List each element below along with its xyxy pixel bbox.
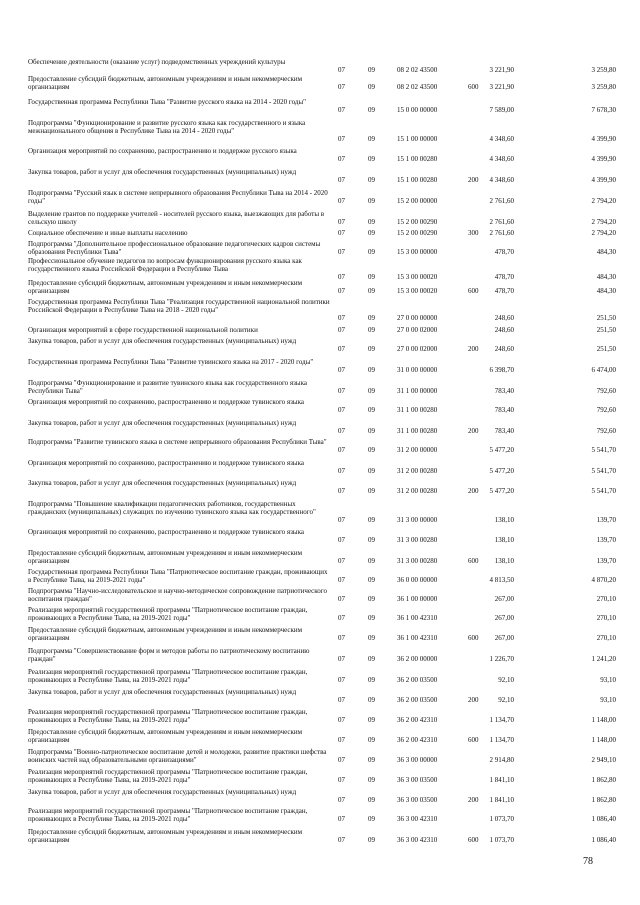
cell-pr: 09 — [368, 248, 375, 256]
cell-y2: 484,30 — [596, 248, 616, 256]
cell-name: Организация мероприятий по сохранению, распространению и поддержке тувинского языка — [28, 528, 304, 536]
cell-y1: 1 073,70 — [489, 836, 514, 844]
cell-y2: 6 474,00 — [591, 366, 616, 374]
cell-y2: 792,60 — [596, 427, 616, 435]
cell-vr: 600 — [468, 736, 479, 744]
cell-pr: 09 — [368, 106, 375, 114]
cell-rz: 07 — [338, 576, 345, 584]
cell-csr: 08 2 02 43500 — [397, 66, 438, 74]
cell-pr: 09 — [368, 487, 375, 495]
cell-name: Закупка товаров, работ и услуг для обеспечения государственных (муниципальных) нужд — [28, 337, 297, 345]
cell-y2: 1 862,80 — [591, 776, 616, 784]
cell-y2: 251,50 — [596, 345, 616, 353]
cell-y1: 6 398,70 — [489, 366, 514, 374]
cell-name: Организация мероприятий в сфере государственной национальной политики — [28, 326, 258, 334]
cell-csr: 36 1 00 42310 — [397, 614, 438, 622]
cell-rz: 07 — [338, 696, 345, 704]
cell-y2: 792,60 — [596, 406, 616, 414]
cell-rz: 07 — [338, 155, 345, 163]
cell-rz: 07 — [338, 135, 345, 143]
cell-y1: 2 761,60 — [489, 218, 514, 226]
cell-name: Предоставление субсидий бюджетным, автономным учреждениям и иным некоммерческим организациям — [28, 75, 303, 91]
cell-rz: 07 — [338, 736, 345, 744]
cell-y1: 7 589,00 — [489, 106, 514, 114]
cell-pr: 09 — [368, 273, 375, 281]
cell-rz: 07 — [338, 248, 345, 256]
cell-csr: 27 0 00 02000 — [397, 345, 438, 353]
cell-pr: 09 — [368, 229, 375, 237]
cell-name: Подпрограмма "Военно-патриотическое воспитание детей и молодежи, развитие практики шефства воинских частей над образовательными организациями" — [28, 748, 327, 764]
cell-pr: 09 — [368, 756, 375, 764]
cell-name: Выделение грантов по поддержке учителей - носителей русского языка, выезжающих для работы в сельскую школу — [28, 210, 325, 226]
cell-csr: 36 0 00 00000 — [397, 576, 438, 584]
cell-pr: 09 — [368, 135, 375, 143]
cell-y1: 92,10 — [498, 676, 514, 684]
cell-y1: 2 761,60 — [489, 197, 514, 205]
cell-y2: 2 949,10 — [591, 756, 616, 764]
cell-y2: 5 541,70 — [591, 467, 616, 475]
cell-rz: 07 — [338, 536, 345, 544]
cell-rz: 07 — [338, 106, 345, 114]
cell-y2: 1 086,40 — [591, 836, 616, 844]
cell-vr: 600 — [468, 287, 479, 295]
cell-csr: 15 1 00 00000 — [397, 135, 438, 143]
cell-csr: 36 2 00 03500 — [397, 676, 438, 684]
cell-rz: 07 — [338, 218, 345, 226]
cell-y1: 5 477,20 — [489, 446, 514, 454]
cell-csr: 31 1 00 00280 — [397, 406, 438, 414]
cell-pr: 09 — [368, 467, 375, 475]
cell-csr: 36 2 00 00000 — [397, 655, 438, 663]
cell-name: Подпрограмма "Функционирование и развитие тувинского языка как государственного языка Республики Тыва" — [28, 379, 308, 395]
cell-name: Государственная программа Республики Тыва "Развитие русского языка на 2014 - 2020 годы" — [28, 98, 307, 106]
cell-rz: 07 — [338, 614, 345, 622]
cell-y2: 4 399,90 — [591, 176, 616, 184]
cell-csr: 31 3 00 00280 — [397, 536, 438, 544]
cell-csr: 15 3 00 00000 — [397, 248, 438, 256]
cell-csr: 36 3 00 42310 — [397, 815, 438, 823]
cell-pr: 09 — [368, 155, 375, 163]
cell-y2: 93,10 — [600, 696, 616, 704]
cell-y1: 4 348,60 — [489, 176, 514, 184]
cell-csr: 36 3 00 03500 — [397, 796, 438, 804]
cell-y1: 1 226,70 — [489, 655, 514, 663]
cell-csr: 27 0 00 00000 — [397, 314, 438, 322]
cell-vr: 600 — [468, 83, 479, 91]
cell-rz: 07 — [338, 756, 345, 764]
cell-y1: 267,00 — [494, 595, 514, 603]
cell-csr: 36 2 00 03500 — [397, 696, 438, 704]
cell-rz: 07 — [338, 387, 345, 395]
cell-name: Подпрограмма "Научно-исследовательское и научно-методическое сопровождение патриотического воспитания граждан" — [28, 587, 327, 603]
cell-y2: 4 870,20 — [591, 576, 616, 584]
cell-y2: 792,60 — [596, 387, 616, 395]
cell-y2: 1 862,80 — [591, 796, 616, 804]
cell-y1: 138,10 — [494, 536, 514, 544]
cell-rz: 07 — [338, 427, 345, 435]
cell-name: Государственная программа Республики Тыва "Развитие тувинского языка на 2017 - 2020 годы" — [28, 358, 314, 366]
cell-name: Профессиональное обучение педагогов по вопросам функционирования русского языка как государственного языка Российской Федерации в Республике Тыва — [28, 257, 302, 273]
cell-vr: 600 — [468, 634, 479, 642]
cell-pr: 09 — [368, 387, 375, 395]
cell-name: Реализация мероприятий государственной программы "Патриотическое воспитание граждан, проживающих в Республике Тыва, на 2019-2021 годы" — [28, 807, 308, 823]
cell-rz: 07 — [338, 516, 345, 524]
cell-name: Социальное обеспечение и иные выплаты населению — [28, 229, 188, 237]
cell-name: Закупка товаров, работ и услуг для обеспечения государственных (муниципальных) нужд — [28, 168, 297, 176]
cell-pr: 09 — [368, 557, 375, 565]
cell-y1: 3 221,90 — [489, 83, 514, 91]
cell-name: Организация мероприятий по сохранению, распространению и поддержке русского языка — [28, 147, 297, 155]
cell-pr: 09 — [368, 66, 375, 74]
cell-y1: 2 761,60 — [489, 229, 514, 237]
cell-name: Реализация мероприятий государственной программы "Патриотическое воспитание граждан, проживающих в Республике Тыва, на 2019-2021 годы" — [28, 668, 308, 684]
cell-csr: 31 1 00 00000 — [397, 387, 438, 395]
cell-pr: 09 — [368, 406, 375, 414]
cell-vr: 200 — [468, 345, 479, 353]
cell-y2: 484,30 — [596, 287, 616, 295]
cell-csr: 31 2 00 00280 — [397, 467, 438, 475]
cell-y2: 5 541,70 — [591, 487, 616, 495]
cell-y1: 478,70 — [494, 287, 514, 295]
cell-name: Подпрограмма "Совершенствование форм и методов работы по патриотическому воспитанию граждан" — [28, 647, 310, 663]
cell-name: Организация мероприятий по сохранению, распространению и поддержке тувинского языка — [28, 398, 304, 406]
cell-rz: 07 — [338, 366, 345, 374]
cell-csr: 15 1 00 00280 — [397, 176, 438, 184]
cell-y2: 3 259,80 — [591, 66, 616, 74]
cell-rz: 07 — [338, 815, 345, 823]
cell-csr: 31 0 00 00000 — [397, 366, 438, 374]
cell-name: Реализация мероприятий государственной программы "Патриотическое воспитание граждан, проживающих в Республике Тыва, на 2019-2021 годы" — [28, 606, 308, 622]
cell-y2: 270,10 — [596, 634, 616, 642]
cell-pr: 09 — [368, 736, 375, 744]
cell-rz: 07 — [338, 229, 345, 237]
cell-vr: 200 — [468, 427, 479, 435]
cell-csr: 15 3 00 00020 — [397, 273, 438, 281]
cell-y2: 2 794,20 — [591, 218, 616, 226]
cell-name: Предоставление субсидий бюджетным, автономным учреждениям и иным некоммерческим организациям — [28, 279, 303, 295]
cell-pr: 09 — [368, 815, 375, 823]
cell-name: Предоставление субсидий бюджетным, автономным учреждениям и иным некоммерческим организациям — [28, 828, 303, 844]
page-number: 78 — [583, 856, 593, 867]
cell-y1: 138,10 — [494, 516, 514, 524]
cell-name: Закупка товаров, работ и услуг для обеспечения государственных (муниципальных) нужд — [28, 479, 297, 487]
cell-csr: 36 3 00 00000 — [397, 756, 438, 764]
cell-rz: 07 — [338, 557, 345, 565]
cell-y2: 1 086,40 — [591, 815, 616, 823]
cell-y1: 2 914,80 — [489, 756, 514, 764]
cell-csr: 31 3 00 00000 — [397, 516, 438, 524]
cell-csr: 27 0 00 02000 — [397, 326, 438, 334]
cell-pr: 09 — [368, 218, 375, 226]
cell-y1: 1 134,70 — [489, 736, 514, 744]
cell-rz: 07 — [338, 83, 345, 91]
cell-pr: 09 — [368, 776, 375, 784]
cell-name: Подпрограмма "Развитие тувинского языка в системе непрерывного образования Республики Тыва" — [28, 438, 327, 446]
cell-vr: 300 — [468, 229, 479, 237]
cell-y2: 3 259,80 — [591, 83, 616, 91]
cell-rz: 07 — [338, 406, 345, 414]
cell-y2: 270,10 — [596, 595, 616, 603]
cell-rz: 07 — [338, 836, 345, 844]
cell-y2: 251,50 — [596, 326, 616, 334]
cell-y1: 783,40 — [494, 427, 514, 435]
cell-rz: 07 — [338, 655, 345, 663]
cell-y1: 92,10 — [498, 696, 514, 704]
cell-csr: 31 3 00 00280 — [397, 557, 438, 565]
cell-csr: 31 2 00 00000 — [397, 446, 438, 454]
cell-y1: 1 134,70 — [489, 716, 514, 724]
cell-name: Подпрограмма "Дополнительное профессиональное образование педагогических кадров системы образования Республики Тыва" — [28, 240, 321, 256]
cell-pr: 09 — [368, 634, 375, 642]
cell-csr: 08 2 02 43500 — [397, 83, 438, 91]
cell-csr: 36 1 00 00000 — [397, 595, 438, 603]
cell-pr: 09 — [368, 614, 375, 622]
cell-name: Подпрограмма "Повышение квалификации педагогических работников, государственных гражданских (муниципальных) служащих по изучению тувинского языка как государственного" — [28, 500, 316, 516]
cell-pr: 09 — [368, 366, 375, 374]
cell-rz: 07 — [338, 197, 345, 205]
cell-rz: 07 — [338, 345, 345, 353]
cell-rz: 07 — [338, 595, 345, 603]
cell-rz: 07 — [338, 314, 345, 322]
cell-pr: 09 — [368, 326, 375, 334]
cell-csr: 36 2 00 42310 — [397, 736, 438, 744]
cell-y2: 139,70 — [596, 536, 616, 544]
cell-y2: 2 794,20 — [591, 229, 616, 237]
cell-pr: 09 — [368, 446, 375, 454]
cell-pr: 09 — [368, 287, 375, 295]
cell-rz: 07 — [338, 776, 345, 784]
cell-name: Обеспечение деятельности (оказание услуг) подведомственных учреждений культуры — [28, 58, 286, 66]
cell-y2: 484,30 — [596, 273, 616, 281]
cell-rz: 07 — [338, 66, 345, 74]
cell-pr: 09 — [368, 576, 375, 584]
cell-y1: 783,40 — [494, 406, 514, 414]
cell-vr: 600 — [468, 836, 479, 844]
cell-name: Реализация мероприятий государственной программы "Патриотическое воспитание граждан, проживающих в Республике Тыва, на 2019-2021 годы" — [28, 768, 308, 784]
cell-name: Закупка товаров, работ и услуг для обеспечения государственных (муниципальных) нужд — [28, 788, 297, 796]
cell-rz: 07 — [338, 487, 345, 495]
cell-y2: 1 148,00 — [591, 716, 616, 724]
cell-csr: 36 3 00 03500 — [397, 776, 438, 784]
cell-vr: 200 — [468, 176, 479, 184]
cell-y1: 478,70 — [494, 248, 514, 256]
cell-y2: 1 148,00 — [591, 736, 616, 744]
cell-pr: 09 — [368, 716, 375, 724]
cell-csr: 15 3 00 00020 — [397, 287, 438, 295]
cell-pr: 09 — [368, 516, 375, 524]
cell-pr: 09 — [368, 696, 375, 704]
cell-name: Реализация мероприятий государственной программы "Патриотическое воспитание граждан, проживающих в Республике Тыва, на 2019-2021 годы" — [28, 708, 308, 724]
cell-y1: 138,10 — [494, 557, 514, 565]
cell-csr: 15 1 00 00280 — [397, 155, 438, 163]
cell-rz: 07 — [338, 676, 345, 684]
cell-name: Закупка товаров, работ и услуг для обеспечения государственных (муниципальных) нужд — [28, 688, 297, 696]
cell-y2: 4 399,90 — [591, 155, 616, 163]
cell-vr: 600 — [468, 557, 479, 565]
cell-y1: 5 477,20 — [489, 487, 514, 495]
cell-rz: 07 — [338, 634, 345, 642]
cell-pr: 09 — [368, 655, 375, 663]
cell-name: Государственная программа Республики Тыва "Реализация государственной национальной политики Российской Федерации в Республике Тыва на 2018 - 2020 годы" — [28, 298, 330, 314]
cell-csr: 36 3 00 42310 — [397, 836, 438, 844]
cell-pr: 09 — [368, 197, 375, 205]
cell-y1: 4 348,60 — [489, 135, 514, 143]
cell-pr: 09 — [368, 83, 375, 91]
cell-y1: 4 348,60 — [489, 155, 514, 163]
cell-pr: 09 — [368, 176, 375, 184]
cell-vr: 200 — [468, 796, 479, 804]
cell-pr: 09 — [368, 676, 375, 684]
cell-y2: 251,50 — [596, 314, 616, 322]
cell-pr: 09 — [368, 595, 375, 603]
cell-rz: 07 — [338, 446, 345, 454]
cell-name: Подпрограмма "Русский язык в системе непрерывного образования Республики Тыва на 2014 - 2020 годы" — [28, 189, 328, 205]
cell-rz: 07 — [338, 273, 345, 281]
cell-csr: 36 1 00 42310 — [397, 634, 438, 642]
cell-y2: 93,10 — [600, 676, 616, 684]
cell-name: Закупка товаров, работ и услуг для обеспечения государственных (муниципальных) нужд — [28, 419, 297, 427]
cell-y1: 248,60 — [494, 314, 514, 322]
cell-y2: 1 241,20 — [591, 655, 616, 663]
cell-y2: 5 541,70 — [591, 446, 616, 454]
cell-name: Предоставление субсидий бюджетным, автономным учреждениям и иным некоммерческим организациям — [28, 728, 303, 744]
cell-y1: 478,70 — [494, 273, 514, 281]
cell-rz: 07 — [338, 467, 345, 475]
cell-pr: 09 — [368, 345, 375, 353]
cell-y1: 1 073,70 — [489, 815, 514, 823]
cell-vr: 200 — [468, 487, 479, 495]
cell-pr: 09 — [368, 796, 375, 804]
cell-rz: 07 — [338, 287, 345, 295]
cell-name: Организация мероприятий по сохранению, распространению и поддержке тувинского языка — [28, 459, 304, 467]
cell-y2: 2 794,20 — [591, 197, 616, 205]
cell-name: Подпрограмма "Функционирование и развитие русского языка как государственного и языка межнационального общения в Республике Тыва на 2014 - 2020 годы" — [28, 119, 306, 135]
cell-csr: 15 2 00 00000 — [397, 197, 438, 205]
cell-name: Предоставление субсидий бюджетным, автономным учреждениям и иным некоммерческим организациям — [28, 549, 303, 565]
cell-csr: 15 2 00 00290 — [397, 229, 438, 237]
cell-csr: 15 2 00 00290 — [397, 218, 438, 226]
cell-csr: 31 2 00 00280 — [397, 487, 438, 495]
cell-pr: 09 — [368, 314, 375, 322]
cell-rz: 07 — [338, 176, 345, 184]
cell-name: Государственная программа Республики Тыва "Патриотическое воспитание граждан, проживающих в Республике Тыва, на 2019-2021 годы" — [28, 568, 328, 584]
cell-pr: 09 — [368, 536, 375, 544]
cell-y2: 139,70 — [596, 516, 616, 524]
cell-y2: 270,10 — [596, 614, 616, 622]
cell-y2: 139,70 — [596, 557, 616, 565]
cell-rz: 07 — [338, 796, 345, 804]
cell-y1: 248,60 — [494, 326, 514, 334]
cell-pr: 09 — [368, 427, 375, 435]
cell-csr: 15 0 00 00000 — [397, 106, 438, 114]
cell-csr: 31 1 00 00280 — [397, 427, 438, 435]
cell-y1: 267,00 — [494, 614, 514, 622]
cell-y1: 267,00 — [494, 634, 514, 642]
cell-y1: 783,40 — [494, 387, 514, 395]
cell-y1: 4 813,50 — [489, 576, 514, 584]
cell-csr: 36 2 00 42310 — [397, 716, 438, 724]
cell-y1: 3 221,90 — [489, 66, 514, 74]
cell-rz: 07 — [338, 716, 345, 724]
cell-y1: 1 841,10 — [489, 796, 514, 804]
cell-y1: 1 841,10 — [489, 776, 514, 784]
cell-vr: 200 — [468, 696, 479, 704]
cell-rz: 07 — [338, 326, 345, 334]
cell-y1: 248,60 — [494, 345, 514, 353]
cell-y1: 5 477,20 — [489, 467, 514, 475]
cell-y2: 4 399,90 — [591, 135, 616, 143]
cell-pr: 09 — [368, 836, 375, 844]
cell-name: Предоставление субсидий бюджетным, автономным учреждениям и иным некоммерческим организациям — [28, 626, 303, 642]
cell-y2: 7 678,30 — [591, 106, 616, 114]
